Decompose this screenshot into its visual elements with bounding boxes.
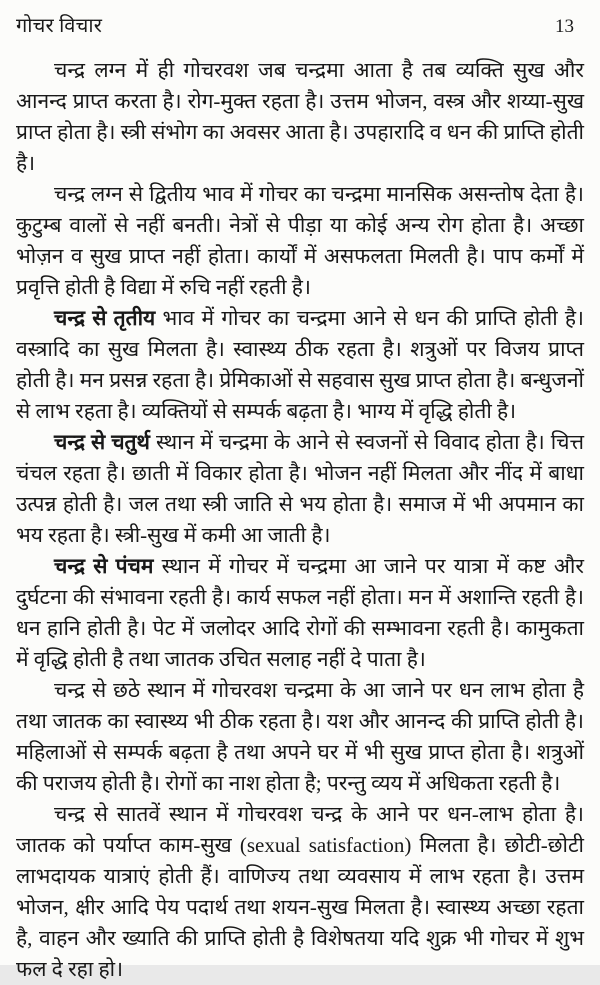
paragraph-fifth-house <box>16 551 584 675</box>
paragraph-text: चन्द्र से छठे स्थान में गोचरवश चन्द्रमा के आ जाने पर धन लाभ होता है तथा जातक का स्वास्थ्य भी ठीक रहता है। यश और आनन्द की प्राप्ति होती है। महिलाओं से सम्पर्क बढ़ता है तथा अपने घर में भी सुख प्राप्त होता है। शत्रुओं की पराजय होती है। रोगों का नाश होता है; परन्तु व्यय में अधिकता रहती है। <box>16 678 584 795</box>
paragraph-sixth-house <box>16 675 584 799</box>
paragraph-fourth-house <box>16 427 584 551</box>
page-header <box>16 12 584 41</box>
paragraph-text: चन्द्र लग्न में ही गोचरवश जब चन्द्रमा आता है तब व्यक्ति सुख और आनन्द प्राप्त करता है। रोग-मुक्त रहता है। उत्तम भोजन, वस्त्र और शय्या-सुख प्राप्त होता है। स्त्री संभोग का अवसर आता है। उपहारादि व धन की प्राप्ति होती है। <box>16 58 584 175</box>
paragraph-third-house <box>16 303 584 427</box>
paragraph-seventh-house <box>16 799 584 985</box>
paragraph-text: भाव में गोचर का चन्द्रमा आने से धन की प्राप्ति होती है। वस्त्रादि का सुख मिलता है। स्वास्थ्य ठीक रहता है। शत्रुओं पर विजय प्राप्त होती है। मन प्रसन्न रहता है। प्रेमिकाओं से सहवास सुख प्राप्त होता है। बन्धुजनों से लाभ रहता है। व्यक्तियों से सम्पर्क बढ़ता है। भाग्य में वृद्धि होती है। <box>16 306 584 423</box>
paragraph-text: स्थान में गोचर में चन्द्रमा आ जाने पर यात्रा में कष्ट और दुर्घटना की संभावना रहती है। कार्य सफल नहीं होता। मन में अशान्ति रहती है। धन हानि होती है। पेट में जलोदर आदि रोगों की सम्भावना रहती है। कामुकता में वृद्धि होती है तथा जातक उचित सलाह नहीं दे पाता है। <box>16 554 584 671</box>
page-number: 13 <box>555 16 574 37</box>
paragraph-second-house <box>16 179 584 303</box>
paragraph-text: स्थान में चन्द्रमा के आने से स्वजनों से विवाद होता है। चित्त चंचल रहता है। छाती में विकार होता है। भोजन नहीं मिलता और नींद में बाधा उत्पन्न होती है। जल तथा स्त्री जाति से भय होता है। समाज में भी अपमान का भय रहता है। स्त्री-सुख में कमी आ जाती है। <box>16 430 584 547</box>
paragraph-lead: चन्द्र से चतुर्थ <box>54 430 150 454</box>
paragraph-lead: चन्द्र से पंचम <box>54 554 154 578</box>
paragraph-moon-in-lagna <box>16 55 584 179</box>
paragraph-text: चन्द्र से सातवें स्थान में गोचरवश चन्द्र के आने पर धन-लाभ होता है। जातक को पर्याप्त काम-सुख (sexual satisfaction) मिलता है। छोटी-छोटी लाभदायक यात्राएं होती हैं। वाणिज्य तथा व्यवसाय में लाभ रहता है। उत्तम भोजन, क्षीर आदि पेय पदार्थ तथा शयन-सुख मिलता है। स्वास्थ्य अच्छा रहता है, वाहन और ख्याति की प्राप्ति होती है विशेषतया यदि शुक्र भी गोचर में शुभ फल दे रहा हो। <box>16 802 584 981</box>
running-title: गोचर विचार <box>16 15 103 37</box>
paragraph-lead: चन्द्र से तृतीय <box>54 306 156 330</box>
paragraph-text: चन्द्र लग्न से द्वितीय भाव में गोचर का चन्द्रमा मानसिक असन्तोष देता है। कुटुम्ब वालों से नहीं बनती। नेत्रों से पीड़ा या कोई अन्य रोग होता है। अच्छा भोज़न व सुख प्राप्त नहीं होता। कार्यों में असफलता मिलती है। पाप कर्मों में प्रवृत्ति होती है विद्या में रुचि नहीं रहती है। <box>16 182 584 299</box>
page-body <box>16 55 584 985</box>
